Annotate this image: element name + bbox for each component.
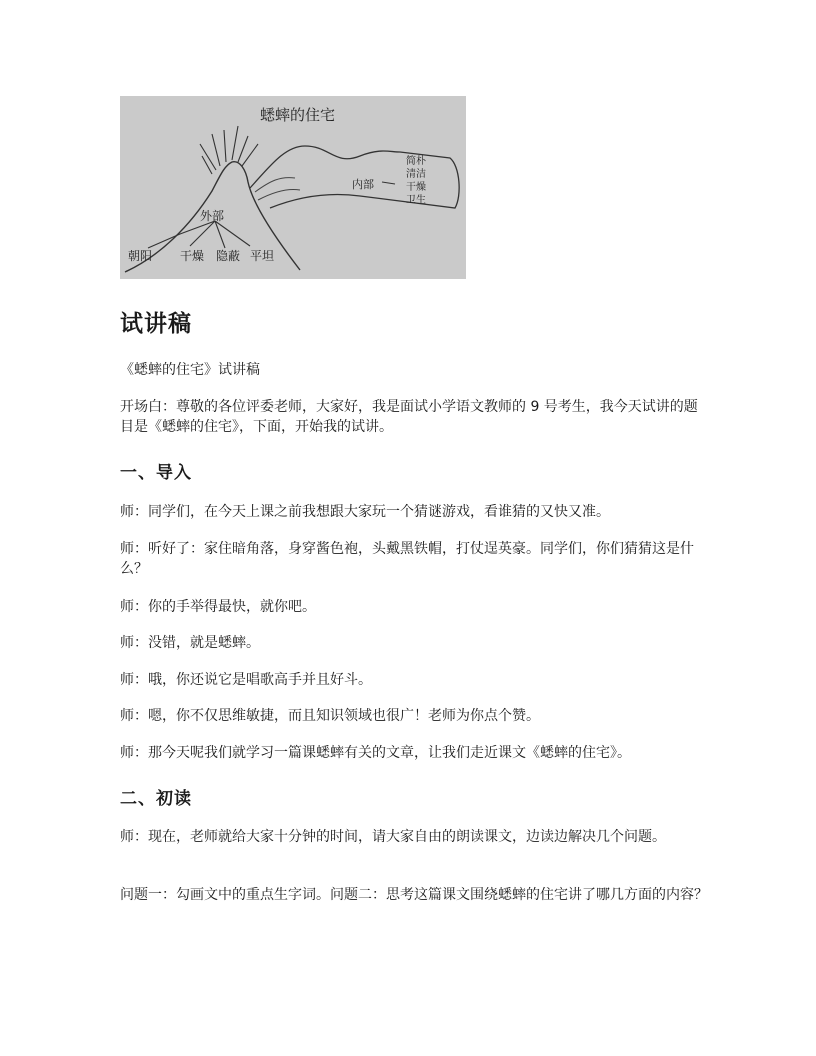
dialogue-paragraph: 师：没错，就是蟋蟀。 [120, 635, 260, 651]
dialogue-paragraph: 师：同学们，在今天上课之前我想跟大家玩一个猜谜游戏，看谁猜的又快又准。 [120, 504, 610, 520]
dialogue-paragraph: 师：你的手举得最快，就你吧。 [120, 599, 316, 615]
sketch-inner-label: 内部 [352, 178, 374, 191]
section-heading-first-reading: 二、初读 [120, 789, 192, 809]
document-title: 试讲稿 [120, 311, 192, 337]
dialogue-paragraph: 师：哦，你还说它是唱歌高手并且好斗。 [120, 672, 372, 688]
sketch-inner-note: 干燥 [406, 182, 426, 193]
sketch-drawing [120, 96, 466, 279]
sketch-outer-note: 平坦 [250, 249, 275, 263]
document-subtitle: 《蟋蟀的住宅》试讲稿 [120, 362, 260, 378]
sketch-title: 蟋蟀的住宅 [260, 106, 336, 124]
sketch-outer-note: 干燥 [180, 249, 205, 263]
dialogue-paragraph: 师：嗯，你不仅思维敏捷，而且知识领域也很广！老师为你点个赞。 [120, 708, 540, 724]
sketch-outer-note: 隐蔽 [216, 249, 241, 263]
dialogue-paragraph: 师：现在，老师就给大家十分钟的时间，请大家自由的朗读课文，边读边解决几个问题。 [120, 829, 666, 845]
sketch-outer-label: 外部 [200, 209, 225, 223]
section-heading-intro: 一、导入 [120, 463, 192, 483]
sketch-inner-note: 简朴 [406, 156, 426, 167]
question-paragraph: 问题一：勾画文中的重点生字词。问题二：思考这篇课文围绕蟋蟀的住宅讲了哪几方面的内容？ [120, 887, 708, 903]
sketch-inner-note: 卫生 [406, 195, 426, 206]
sketch-inner-note: 清洁 [406, 169, 426, 180]
dialogue-paragraph: 师：听好了：家住暗角落，身穿酱色袍，头戴黑铁帽，打仗逞英豪。同学们，你们猜猜这是什么？ [120, 541, 694, 577]
dialogue-paragraph: 师：那今天呢我们就学习一篇课蟋蟀有关的文章，让我们走近课文《蟋蟀的住宅》。 [120, 745, 631, 761]
sketch-outer-note: 朝阳 [128, 249, 153, 263]
opening-paragraph: 开场白：尊敬的各位评委老师，大家好，我是面试小学语文教师的 9 号考生，我今天试讲的题目是《蟋蟀的住宅》，下面，开始我的试讲。 [120, 399, 698, 435]
hand-drawn-sketch-image [120, 96, 466, 279]
